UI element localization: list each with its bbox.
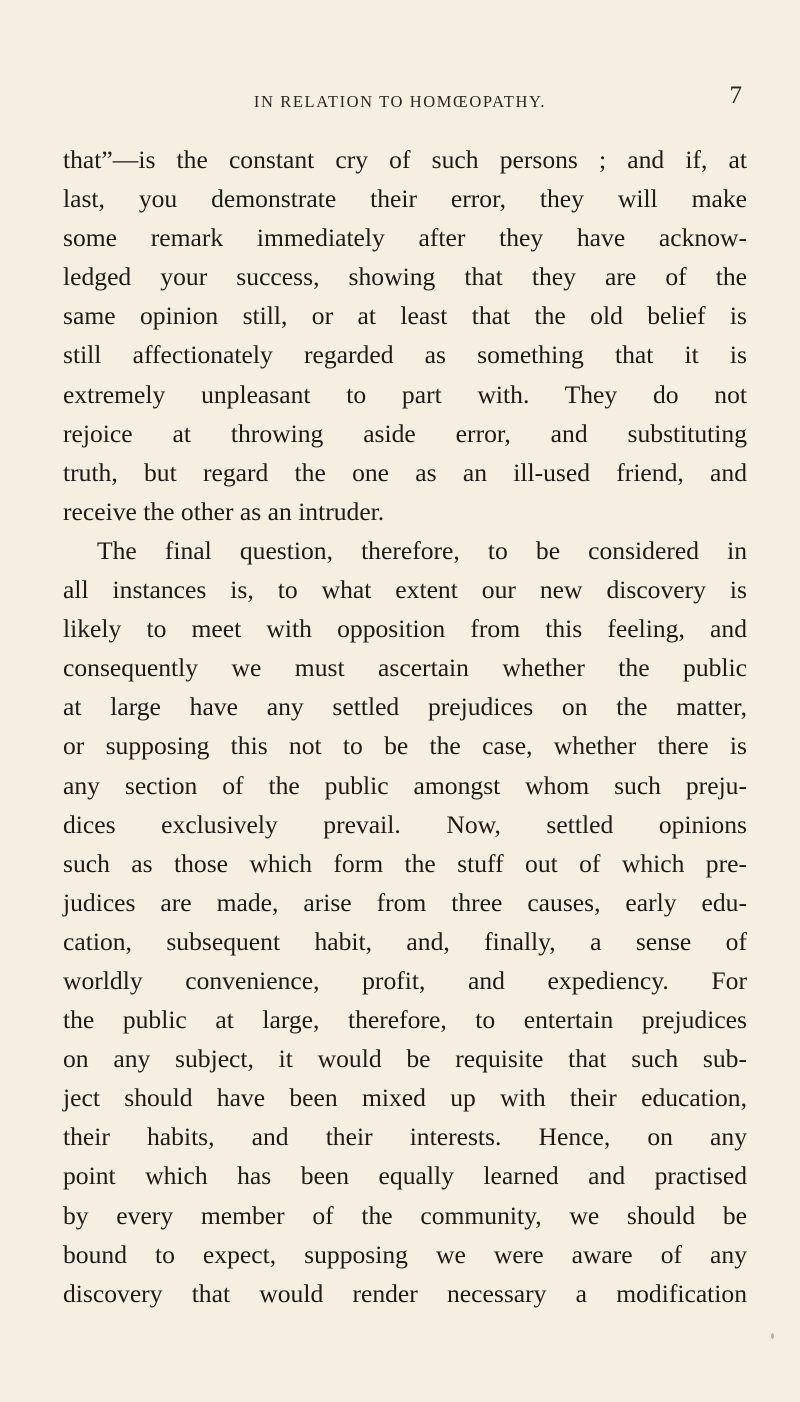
running-title: IN RELATION TO HOMŒOPATHY. [253,92,547,111]
text-line: on any subject, it would be requisite that such sub- [63,1044,747,1074]
paragraph [63,140,747,531]
text-line: last, you demonstrate their error, they will make [63,184,747,214]
text-line: by every member of the community, we should be [63,1200,747,1230]
text-line: or supposing this not to be the case, whether there is [63,731,747,761]
text-line: same opinion still, or at least that the old belief is [63,301,747,331]
body-text [63,140,747,1313]
text-line: judices are made, arise from three causes, early edu- [63,887,747,917]
paper-speck [771,1333,774,1339]
text-line: discovery that would render necessary a modification [63,1278,747,1308]
text-line: point which has been equally learned and practised [63,1161,747,1191]
text-line: rejoice at throwing aside error, and substituting [63,418,747,448]
text-line: truth, but regard the one as an ill-used friend, and [63,457,747,487]
page-number: 7 [729,82,742,109]
text-line: The final question, therefore, to be considered in [97,535,747,565]
text-line: their habits, and their interests. Hence, on any [63,1122,747,1152]
running-head [60,82,740,112]
text-line: at large have any settled prejudices on the matter, [63,692,747,722]
text-line: cation, subsequent habit, and, finally, a sense of [63,926,747,956]
text-line: consequently we must ascertain whether the public [63,653,747,683]
text-line: ledged your success, showing that they are of the [63,262,747,292]
text-line: extremely unpleasant to part with. They do not [63,379,747,409]
text-line: worldly convenience, profit, and expediency. For [63,965,747,995]
text-line: such as those which form the stuff out of which pre- [63,848,747,878]
text-line: receive the other as an intruder. [63,496,385,526]
text-line: that”—is the constant cry of such persons ; and if, at [63,145,747,174]
text-line: bound to expect, supposing we were aware of any [63,1239,747,1269]
paragraph [63,531,747,1313]
text-line: likely to meet with opposition from this feeling, and [63,614,747,644]
text-line: still affectionately regarded as something that it is [63,340,747,370]
text-line: all instances is, to what extent our new discovery is [63,575,747,605]
text-line: any section of the public amongst whom such preju- [63,770,747,800]
text-line: dices exclusively prevail. Now, settled opinions [63,809,747,839]
text-line: the public at large, therefore, to entertain prejudices [63,1005,747,1035]
text-line: some remark immediately after they have acknow- [63,223,747,253]
text-line: ject should have been mixed up with their education, [63,1083,747,1113]
